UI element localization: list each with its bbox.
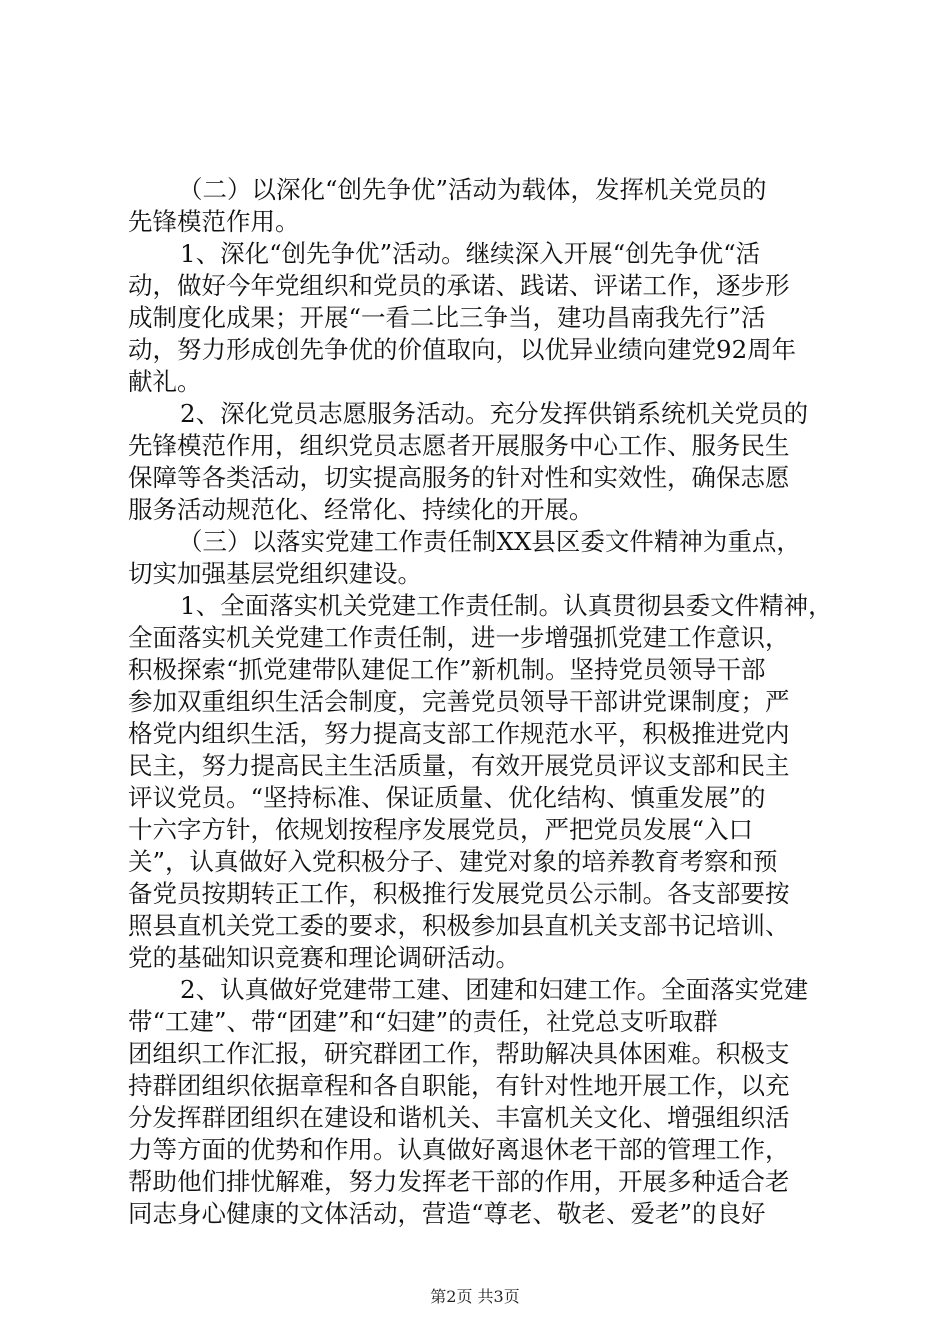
text-line: 切实加强基层党组织建设。	[128, 559, 422, 588]
text-line: 先锋模范作用，组织党员志愿者开展服务中心工作、服务民生	[128, 431, 790, 460]
text-line: （二）以深化“创先争优”活动为载体，发挥机关党员的	[178, 175, 767, 204]
text-line: 1、全面落实机关党建工作责任制。认真贯彻县委文件精神，	[180, 591, 833, 620]
text-line: 先锋模范作用。	[128, 207, 300, 236]
text-line: 积极探索“抓党建带队建促工作”新机制。坚持党员领导干部	[128, 655, 766, 684]
text-line: 动，做好今年党组织和党员的承诺、践诺、评诺工作，逐步形	[128, 271, 790, 300]
text-line: 服务活动规范化、经常化、持续化的开展。	[128, 495, 594, 524]
text-line: 参加双重组织生活会制度，完善党员领导干部讲党课制度；严	[128, 687, 790, 716]
text-line: 力等方面的优势和作用。认真做好离退休老干部的管理工作，	[128, 1135, 790, 1164]
text-line: 全面落实机关党建工作责任制，进一步增强抓党建工作意识，	[128, 623, 790, 652]
page-footer: 第2页 共3页	[430, 1287, 520, 1306]
text-line: 团组织工作汇报，研究群团工作，帮助解决具体困难。积极支	[128, 1039, 790, 1068]
text-line: 民主，努力提高民主生活质量，有效开展党员评议支部和民主	[128, 751, 790, 780]
text-line: 持群团组织依据章程和各自职能，有针对性地开展工作，以充	[128, 1071, 790, 1100]
text-line: 帮助他们排忧解难，努力发挥老干部的作用，开展多种适合老	[128, 1167, 790, 1196]
text-line: （三）以落实党建工作责任制XX县区委文件精神为重点，	[178, 527, 801, 556]
text-line: 党的基础知识竞赛和理论调研活动。	[128, 943, 520, 972]
text-line: 关”，认真做好入党积极分子、建党对象的培养教育考察和预	[128, 847, 778, 876]
text-line: 格党内组织生活，努力提高支部工作规范水平，积极推进党内	[128, 719, 790, 748]
text-line: 带“工建”、带“团建”和“妇建”的责任，社党总支听取群	[128, 1007, 718, 1036]
text-line: 保障等各类活动，切实提高服务的针对性和实效性，确保志愿	[128, 463, 790, 492]
text-line: 评议党员。“坚持标准、保证质量、优化结构、慎重发展”的	[128, 783, 766, 812]
text-line: 分发挥群团组织在建设和谐机关、丰富机关文化、增强组织活	[128, 1103, 790, 1132]
text-line: 2、认真做好党建带工建、团建和妇建工作。全面落实党建	[180, 975, 809, 1004]
text-line: 献礼。	[128, 367, 202, 396]
text-line: 1、深化“创先争优”活动。继续深入开展“创先争优“活	[180, 239, 761, 268]
text-line: 照县直机关党工委的要求，积极参加县直机关支部书记培训、	[128, 911, 790, 940]
text-line: 同志身心健康的文体活动，营造“尊老、敬老、爱老”的良好	[128, 1199, 766, 1228]
text-line: 2、深化党员志愿服务活动。充分发挥供销系统机关党员的	[180, 399, 809, 428]
text-line: 成制度化成果；开展“一看二比三争当，建功昌南我先行”活	[128, 303, 766, 332]
text-line: 十六字方针，依规划按程序发展党员，严把党员发展“入口	[128, 815, 754, 844]
text-line: 备党员按期转正工作，积极推行发展党员公示制。各支部要按	[128, 879, 790, 908]
text-line: 动，努力形成创先争优的价值取向，以优异业绩向建党92周年	[128, 335, 797, 364]
